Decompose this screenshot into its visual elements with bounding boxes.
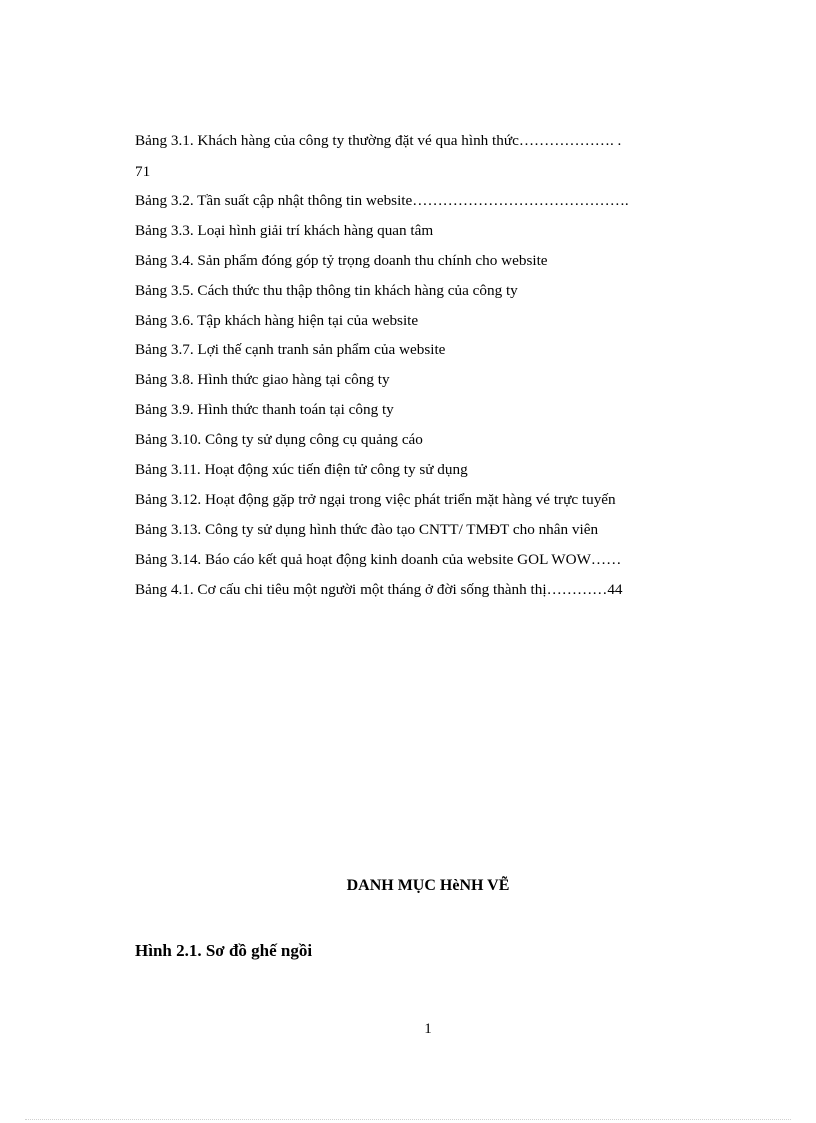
toc-entry: Bảng 3.1. Khách hàng của công ty thường đặt vé qua hình thức………………. . bbox=[135, 132, 622, 149]
toc-entry: Bảng 4.1. Cơ cấu chi tiêu một người một tháng ở đời sống thành thị…………44 bbox=[135, 580, 623, 598]
figures-list-heading: DANH MỤC HèNH VẼ bbox=[346, 877, 510, 894]
toc-entry: Bảng 3.12. Hoạt động gặp trở ngại trong việc phát triển mặt hàng vé trực tuyến bbox=[135, 490, 616, 508]
toc-entry: Bảng 3.2. Tần suất cập nhật thông tin website……………………………………. bbox=[135, 192, 629, 209]
toc-entry: Bảng 3.3. Loại hình giải trí khách hàng quan tâm bbox=[135, 221, 434, 239]
toc-entry: Bảng 3.10. Công ty sử dụng công cụ quảng cáo bbox=[135, 431, 423, 449]
page-bottom-border bbox=[25, 1119, 791, 1120]
toc-entry: Bảng 3.8. Hình thức giao hàng tại công ty bbox=[135, 371, 390, 389]
toc-entry: Bảng 3.5. Cách thức thu thập thông tin khách hàng của công ty bbox=[135, 281, 518, 299]
figure-entry: Hình 2.1. Sơ đồ ghế ngồi bbox=[135, 941, 313, 960]
toc-entry: Bảng 3.11. Hoạt động xúc tiến điện tử công ty sử dụng bbox=[135, 461, 468, 479]
toc-entry-continuation: 71 bbox=[135, 162, 151, 180]
toc-entry: Bảng 3.13. Công ty sử dụng hình thức đào tạo CNTT/ TMĐT cho nhân viên bbox=[135, 520, 599, 538]
toc-entry: Bảng 3.9. Hình thức thanh toán tại công ty bbox=[135, 401, 394, 419]
table-list bbox=[135, 126, 735, 604]
toc-entry: Bảng 3.7. Lợi thế cạnh tranh sản phẩm của website bbox=[135, 341, 446, 359]
page-number: 1 bbox=[424, 1021, 432, 1037]
toc-entry: Bảng 3.4. Sản phẩm đóng góp tỷ trọng doanh thu chính cho website bbox=[135, 251, 548, 269]
toc-entry: Bảng 3.6. Tập khách hàng hiện tại của website bbox=[135, 311, 419, 329]
toc-entry: Bảng 3.14. Báo cáo kết quả hoạt động kinh doanh của website GOL WOW…… bbox=[135, 550, 622, 568]
